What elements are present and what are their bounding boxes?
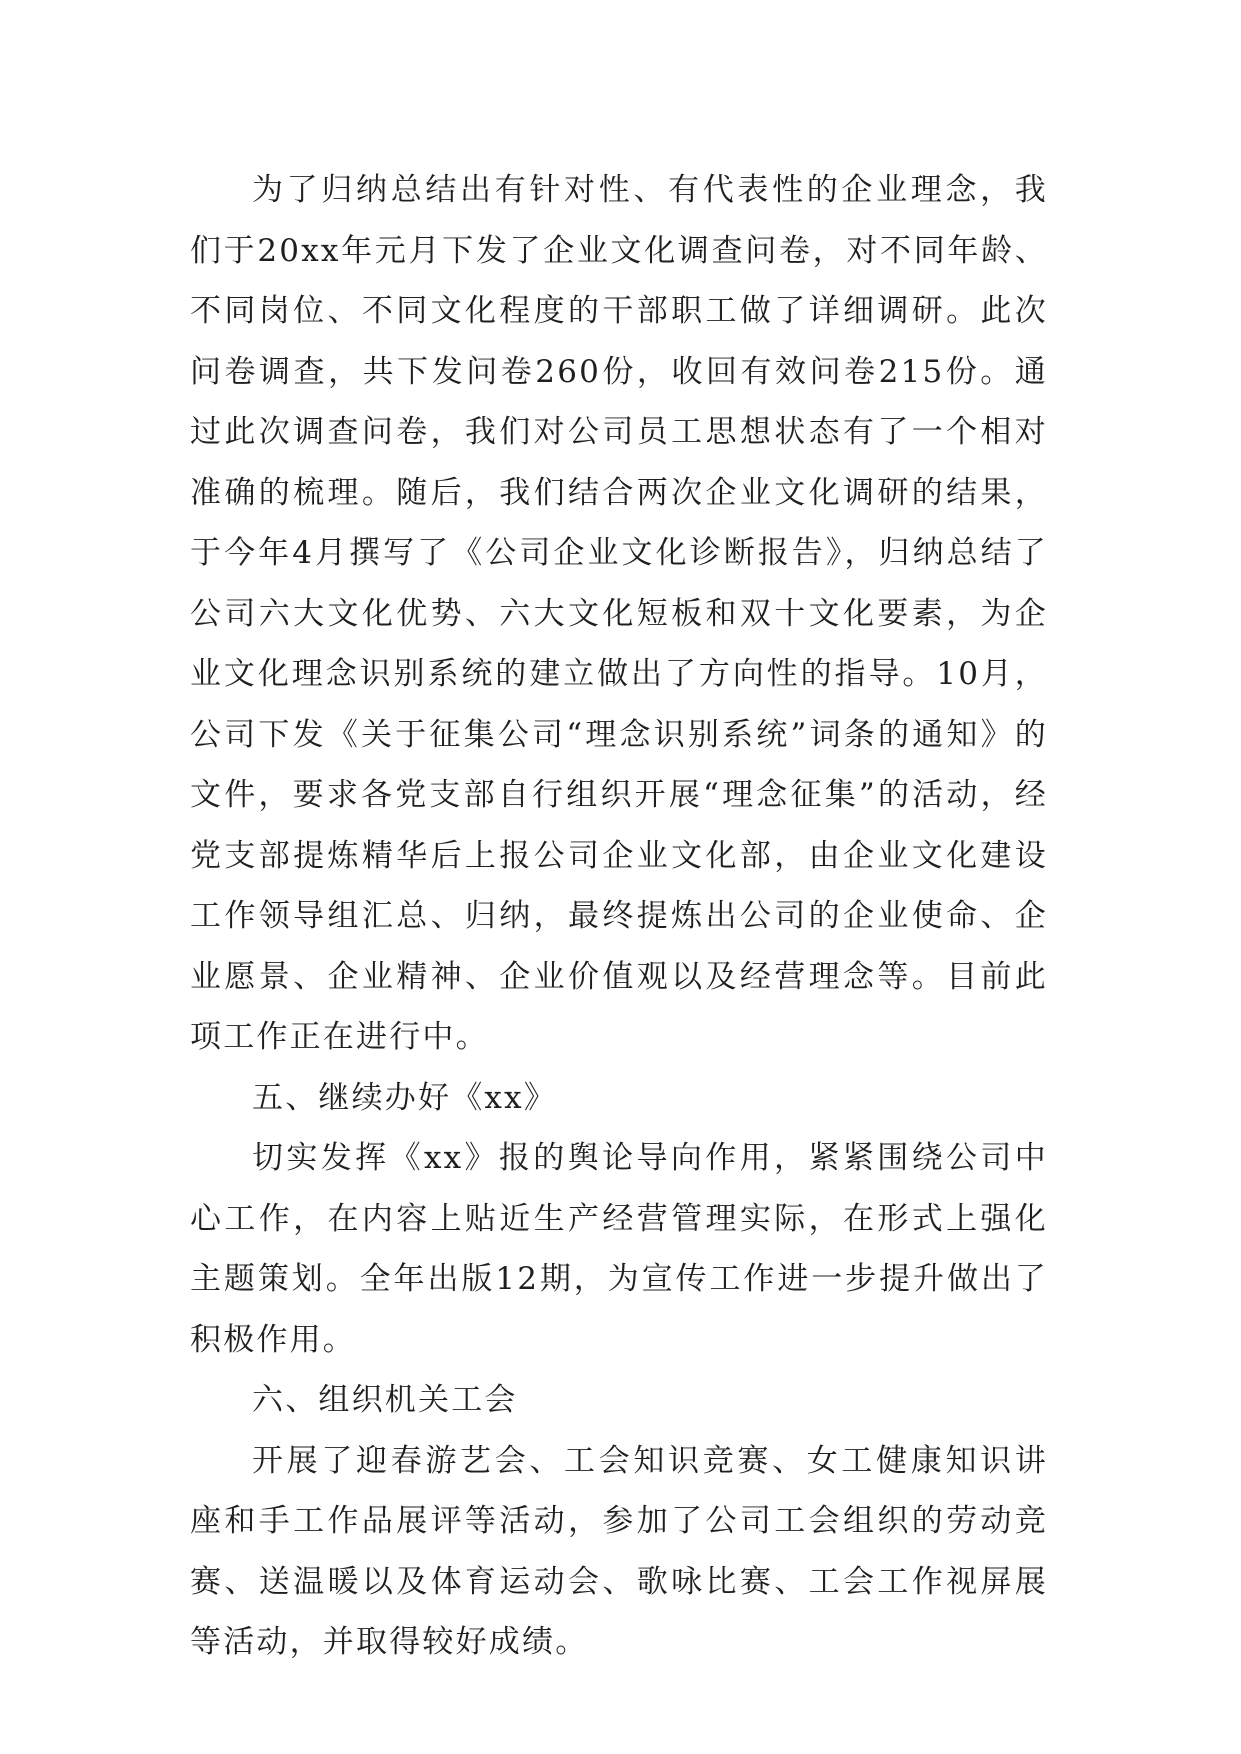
paragraph-union-activities: 开展了迎春游艺会、工会知识竞赛、女工健康知识讲座和手工作品展评等活动，参加了公司工会组织的劳动竞赛、送温暖以及体育运动会、歌咏比赛、工会工作视屏展等活动，并取得较好成绩。 — [190, 1442, 1048, 1660]
paragraph-newspaper: 切实发挥《xx》报的舆论导向作用，紧紧围绕公司中心工作，在内容上贴近生产经营管理实际，在形式上强化主题策划。全年出版12期，为宣传工作进一步提升做出了积极作用。 — [190, 1140, 1048, 1358]
section-heading-5: 五、继续办好《xx》 — [252, 1079, 557, 1116]
paragraph-culture-survey: 为了归纳总结出有针对性、有代表性的企业理念，我们于20xx年元月下发了企业文化调查问卷，对不同年龄、不同岗位、不同文化程度的干部职工做了详细调研。此次问卷调查，共下发问卷260份，收回有效问卷215份。通过此次调查问卷，我们对公司员工思想状态有了一个相对准确的梳理。随后，我们结合两次企业文化调研的结果，于今年4月撰写了《公司企业文化诊断报告》，归纳总结了公司六大文化优势、六大文化短板和双十文化要素，为企业文化理念识别系统的建立做出了方向性的指导。10月，公司下发《关于征集公司“理念识别系统”词条的通知》的文件，要求各党支部自行组织开展“理念征集”的活动，经党支部提炼精华后上报公司企业文化部，由企业文化建设工作领导组汇总、归纳，最终提炼出公司的企业使命、企业愿景、企业精神、企业价值观以及经营理念等。目前此项工作正在进行中。 — [190, 172, 1048, 1055]
section-heading-6: 六、组织机关工会 — [252, 1382, 518, 1418]
document-body — [190, 160, 1048, 1673]
